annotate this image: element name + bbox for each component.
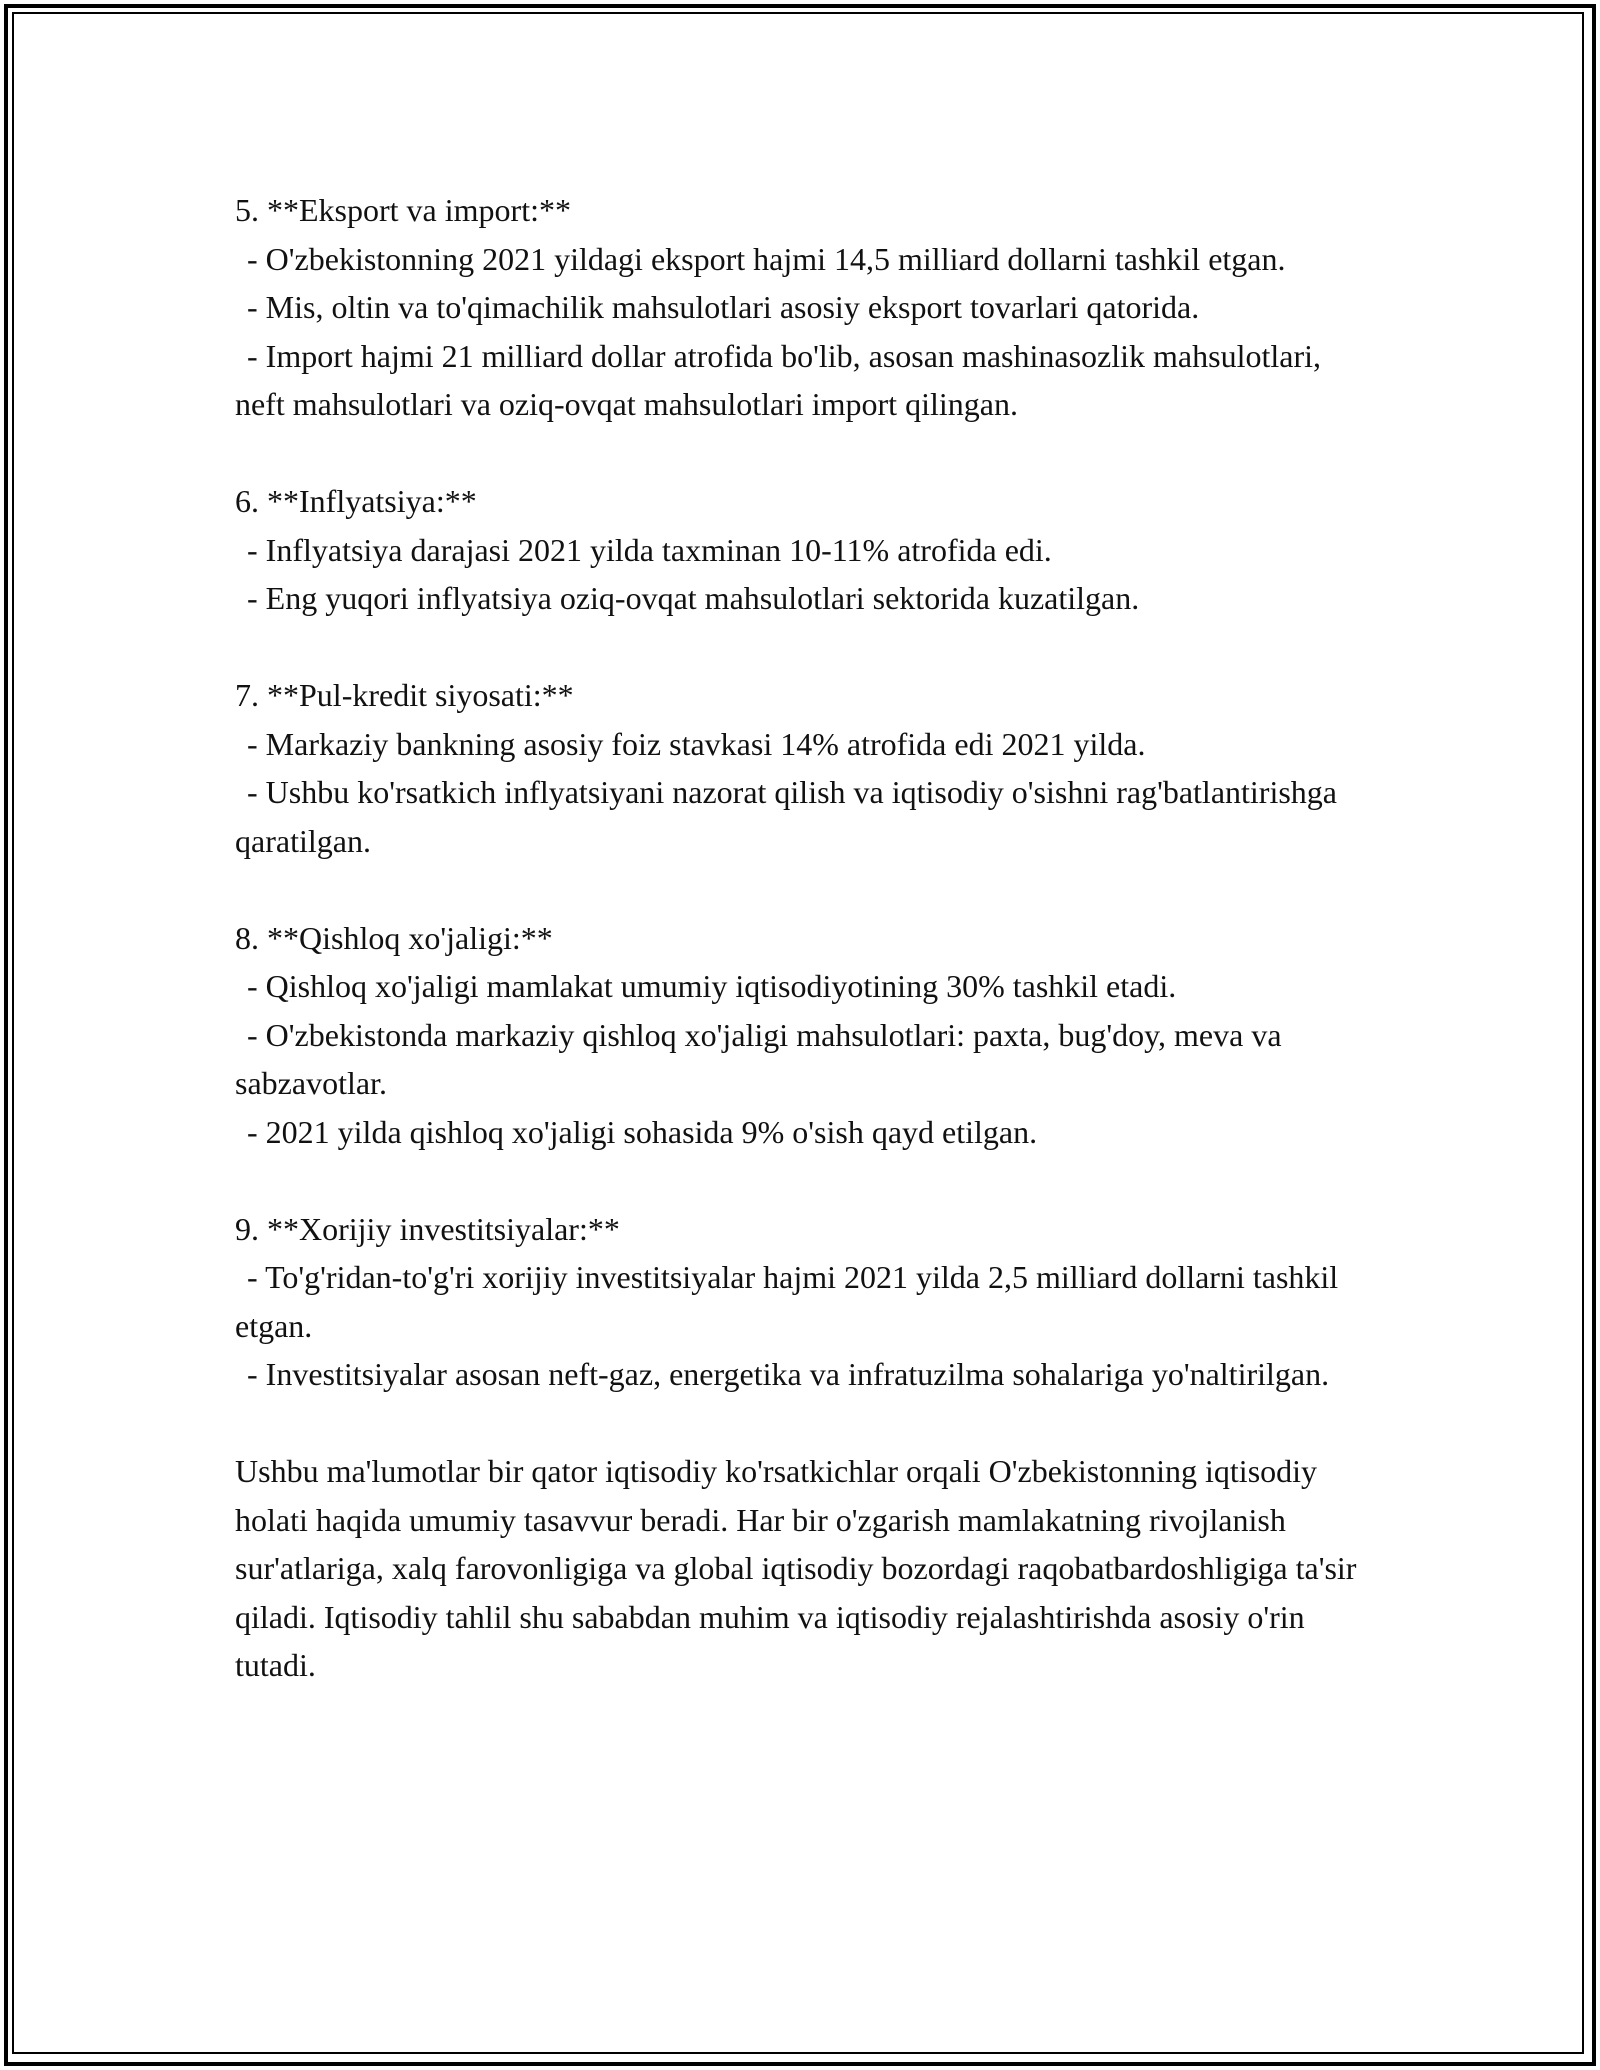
- list-item: - O'zbekistonda markaziy qishloq xo'jaligi mahsulotlari: paxta, bug'doy, meva va sabzavotlar.: [235, 1016, 1282, 1101]
- list-item: - Markaziy bankning asosiy foiz stavkasi 14% atrofida edi 2021 yilda.: [247, 725, 1146, 762]
- section-eksport-import: [235, 186, 1375, 429]
- list-item: - Ushbu ko'rsatkich inflyatsiyani nazorat qilish va iqtisodiy o'sishni rag'batlantirishga qaratilgan.: [235, 774, 1337, 859]
- section-qishloq-xojaligi: [235, 914, 1375, 1157]
- section-pul-kredit: [235, 671, 1375, 865]
- list-item: - Investitsiyalar asosan neft-gaz, energetika va infratuzilma sohalariga yo'naltirilgan.: [247, 1356, 1330, 1392]
- section-inflyatsiya: [235, 477, 1375, 623]
- section-heading: 9. **Xorijiy investitsiyalar:**: [235, 1210, 620, 1247]
- closing-paragraph: Ushbu ma'lumotlar bir qator iqtisodiy ko'rsatkichlar orqali O'zbekistonning iqtisodiy holati haqida umumiy tasavvur beradi. Har bir o'zgarish mamlakatning rivojlanish sur'atlariga, xalq farovonligiga va global iqtisodiy bozordagi raqobatbardoshligiga ta'sir qiladi. Iqtisodiy tahlil shu sababdan muhim va iqtisodiy rejalashtirishda asosiy o'rin tutadi.: [235, 1453, 1357, 1683]
- section-heading: 7. **Pul-kredit siyosati:**: [235, 677, 574, 713]
- list-item: - 2021 yilda qishloq xo'jaligi sohasida 9% o'sish qayd etilgan.: [247, 1113, 1038, 1150]
- list-item: - To'g'ridan-to'g'ri xorijiy investitsiyalar hajmi 2021 yilda 2,5 milliard dollarni tashkil etgan.: [235, 1259, 1339, 1344]
- section-xorijiy-investitsiyalar: [235, 1205, 1375, 1399]
- list-item: - Eng yuqori inflyatsiya oziq-ovqat mahsulotlari sektorida kuzatilgan.: [247, 580, 1140, 616]
- list-item: - O'zbekistonning 2021 yildagi eksport hajmi 14,5 milliard dollarni tashkil etgan.: [247, 240, 1286, 277]
- list-item: - Inflyatsiya darajasi 2021 yilda taxminan 10-11% atrofida edi.: [247, 531, 1052, 568]
- list-item: - Mis, oltin va to'qimachilik mahsulotlari asosiy eksport tovarlari qatorida.: [247, 289, 1200, 325]
- section-heading: 8. **Qishloq xo'jaligi:**: [235, 919, 553, 956]
- section-heading: 5. **Eksport va import:**: [235, 192, 571, 228]
- list-item: - Qishloq xo'jaligi mamlakat umumiy iqtisodiyotining 30% tashkil etadi.: [247, 968, 1177, 1004]
- document-body: [235, 186, 1375, 1690]
- section-heading: 6. **Inflyatsiya:**: [235, 483, 477, 519]
- list-item: - Import hajmi 21 milliard dollar atrofida bo'lib, asosan mashinasozlik mahsulotlari, neft mahsulotlari va oziq-ovqat mahsulotlari import qilingan.: [235, 337, 1321, 422]
